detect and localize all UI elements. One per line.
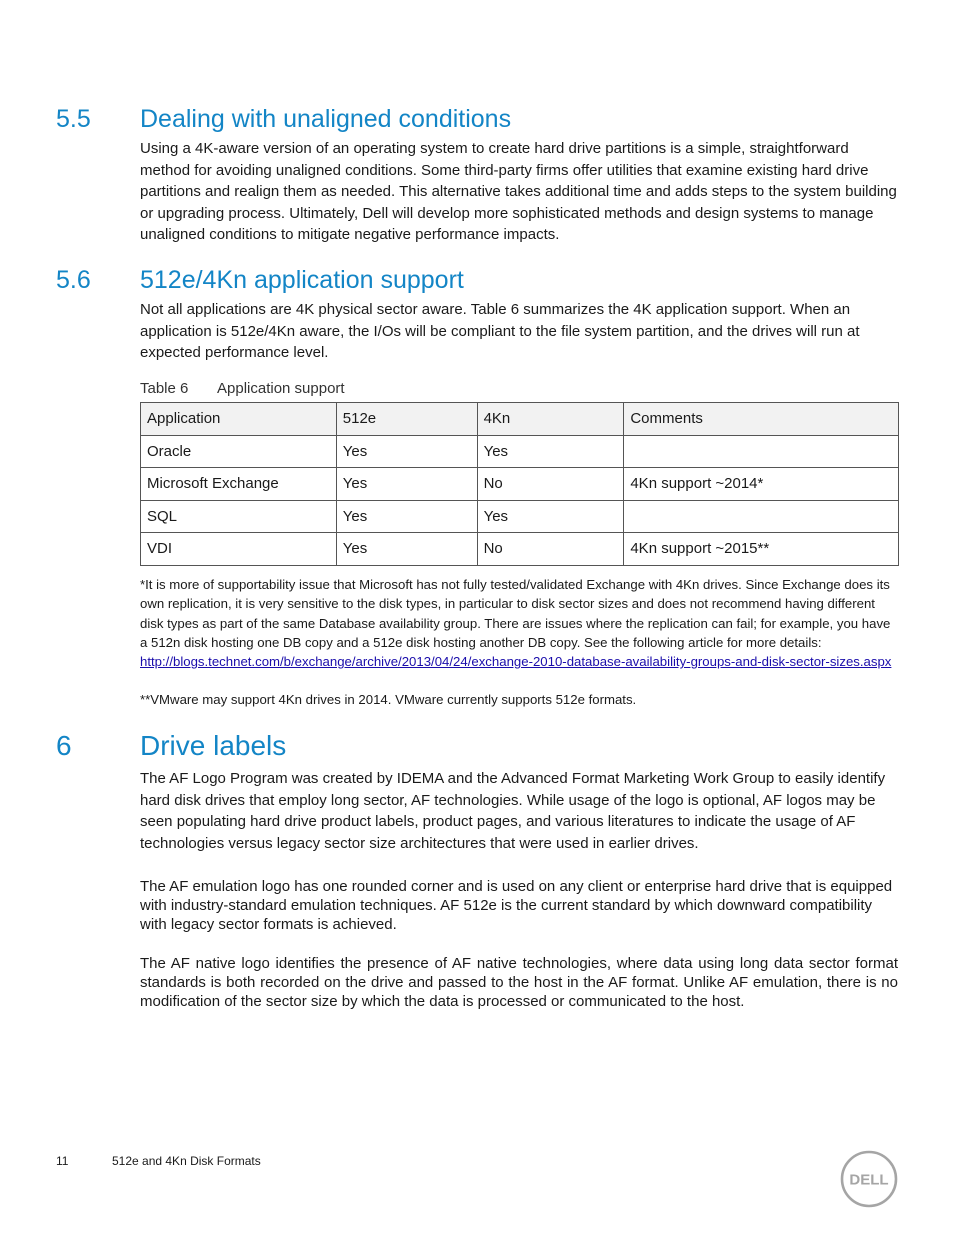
table-row [141,435,899,468]
table-cell: Yes [477,500,624,533]
table-cell: SQL [141,500,337,533]
table-cell: 4Kn support ~2014* [624,468,899,501]
footer-doc-title: 512e and 4Kn Disk Formats [112,1154,261,1168]
section-6-para-3: The AF native logo identifies the presence of AF native technologies, where data using long data sector format standards is both recorded on the drive and passed to the host in the AF format. Unlike AF emulation, there is no modification of the sector size by which the data is processed or communicated to the host. [140,955,898,1010]
table-cell: Yes [336,468,477,501]
section-number: 6 [56,730,72,761]
table-cell: VDI [141,533,337,566]
section-6-para-2: The AF emulation logo has one rounded corner and is used on any client or enterprise hard drive that is equipped with industry-standard emulation techniques. AF 512e is the current standard by which downward compatibility with legacy sector formats is achieved. [140,878,893,933]
dell-logo [840,1150,898,1208]
table-caption-title: Application support [217,380,345,397]
table-cell: Yes [336,533,477,566]
table-row [141,468,899,501]
header-cell: 4Kn [477,403,624,436]
section-6-para-1: The AF Logo Program was created by IDEMA and the Advanced Format Marketing Work Group to easily identify hard disk drives that employ long sector, AF technologies. While usage of the logo is optional, AF logos may be seen populating hard drive product labels, product pages, and various literatures to indicate the usage of AF technologies versus legacy sector size architectures that were used in earlier drives. [140,770,886,852]
section-5-5-body: Using a 4K-aware version of an operating system to create hard drive partitions is a simple, straightforward method for avoiding unaligned conditions. Some third-party firms offer utilities that examine existing hard drive partitions and realign them as needed. This alternative takes additional time and adds steps to the system building or upgrading process. Ultimately, Dell will develop more sophisticated methods and design systems to manage unaligned conditions to mitigate negative performance impacts. [140,140,897,243]
section-5-6-body: Not all applications are 4K physical sector aware. Table 6 summarizes the 4K application support. When an application is 512e/4Kn aware, the I/Os will be compliant to the file system partition, and the drives will run at expected performance level. [140,301,860,361]
table-caption-label: Table 6 [140,380,189,397]
table-cell: No [477,533,624,566]
table-cell [624,500,899,533]
table-cell: Yes [336,435,477,468]
section-number: 5.5 [56,105,91,133]
logo-text: DELL [849,1171,889,1189]
table-row [141,533,899,566]
header-cell: Application [141,403,337,436]
table-header-row [141,403,899,436]
footnote-exchange [140,575,900,671]
table-cell: Oracle [141,435,337,468]
section-number: 5.6 [56,266,91,294]
table-cell [624,435,899,468]
header-cell: Comments [624,403,899,436]
table-cell: Microsoft Exchange [141,468,337,501]
table-row [141,500,899,533]
footnote-text: *It is more of supportability issue that Microsoft has not fully tested/validated Exchange with 4Kn drives. Since Exchange does its own replication, it is very sensitive to the disk types, in particular to disk sector sizes and does not recommend having different disk types as part of the same Database availability group. There are issues where the replication can fail; for example, you have a 512n disk hosting one DB copy and a 512e disk hosting another DB copy. See the following article for more details: [140,577,891,650]
table-cell: No [477,468,624,501]
application-support-table [140,402,899,566]
page-number: 11 [56,1154,69,1168]
table-cell: 4Kn support ~2015** [624,533,899,566]
footnote-vmware: **VMware may support 4Kn drives in 2014. VMware currently supports 512e formats. [140,692,637,707]
table-cell: Yes [336,500,477,533]
table-caption [140,380,345,397]
footnote-link[interactable]: http://blogs.technet.com/b/exchange/archive/2013/04/24/exchange-2010-database-availability-groups-and-disk-sector-sizes.aspx [140,654,892,670]
header-cell: 512e [336,403,477,436]
section-title: 512e/4Kn application support [140,266,464,294]
section-title: Drive labels [140,730,287,761]
table-cell: Yes [477,435,624,468]
section-title: Dealing with unaligned conditions [140,105,512,133]
